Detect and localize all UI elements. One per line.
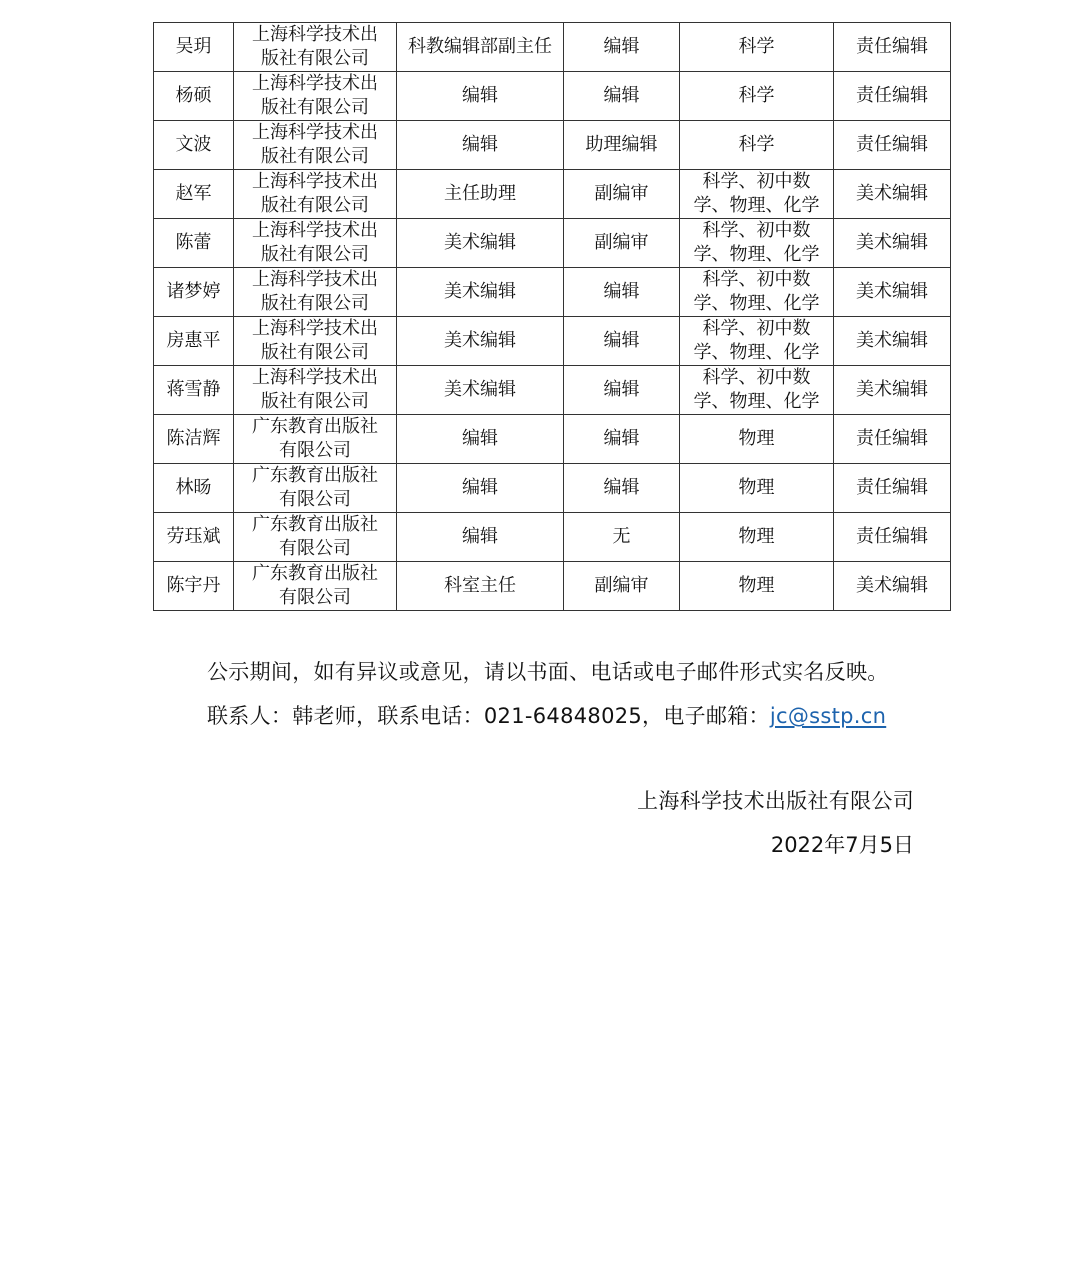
cell-title: 副编审 — [564, 562, 680, 611]
cell-name: 房惠平 — [154, 317, 234, 366]
cell-subject: 物理 — [680, 415, 834, 464]
cell-name: 陈洁辉 — [154, 415, 234, 464]
cell-name: 文波 — [154, 121, 234, 170]
cell-name: 蒋雪静 — [154, 366, 234, 415]
table-row — [154, 219, 951, 268]
cell-unit: 上海科学技术出 版社有限公司 — [234, 72, 397, 121]
cell-role: 美术编辑 — [834, 268, 951, 317]
contact-info: 联系人：韩老师，联系电话：021-64848025，电子邮箱： — [207, 704, 770, 728]
cell-title: 编辑 — [564, 23, 680, 72]
cell-name: 劳珏斌 — [154, 513, 234, 562]
cell-name: 杨硕 — [154, 72, 234, 121]
cell-name: 吴玥 — [154, 23, 234, 72]
cell-name: 诸梦婷 — [154, 268, 234, 317]
signature-organization: 上海科学技术出版社有限公司 — [637, 789, 914, 813]
cell-name: 赵军 — [154, 170, 234, 219]
email-link[interactable]: jc@sstp.cn — [769, 704, 887, 728]
cell-role: 责任编辑 — [834, 23, 951, 72]
cell-title: 无 — [564, 513, 680, 562]
cell-unit: 广东教育出版社 有限公司 — [234, 464, 397, 513]
cell-role: 美术编辑 — [834, 170, 951, 219]
cell-role: 责任编辑 — [834, 415, 951, 464]
cell-subject: 物理 — [680, 464, 834, 513]
cell-subject: 科学、初中数 学、物理、化学 — [680, 317, 834, 366]
cell-title: 编辑 — [564, 317, 680, 366]
notice-text: 公示期间，如有异议或意见，请以书面、电话或电子邮件形式实名反映。 — [207, 660, 889, 684]
cell-position: 美术编辑 — [397, 268, 564, 317]
cell-subject: 科学 — [680, 23, 834, 72]
cell-position: 主任助理 — [397, 170, 564, 219]
cell-position: 编辑 — [397, 72, 564, 121]
table-row — [154, 366, 951, 415]
cell-position: 编辑 — [397, 121, 564, 170]
cell-title: 助理编辑 — [564, 121, 680, 170]
cell-position: 美术编辑 — [397, 317, 564, 366]
cell-subject: 物理 — [680, 562, 834, 611]
cell-title: 编辑 — [564, 72, 680, 121]
cell-unit: 上海科学技术出 版社有限公司 — [234, 121, 397, 170]
cell-unit: 上海科学技术出 版社有限公司 — [234, 268, 397, 317]
cell-subject: 科学、初中数 学、物理、化学 — [680, 170, 834, 219]
cell-role: 美术编辑 — [834, 317, 951, 366]
cell-subject: 科学、初中数 学、物理、化学 — [680, 366, 834, 415]
table-row — [154, 23, 951, 72]
cell-unit: 上海科学技术出 版社有限公司 — [234, 317, 397, 366]
cell-title: 副编审 — [564, 219, 680, 268]
cell-subject: 物理 — [680, 513, 834, 562]
cell-position: 美术编辑 — [397, 219, 564, 268]
cell-name: 陈宇丹 — [154, 562, 234, 611]
table-row — [154, 562, 951, 611]
table-row — [154, 121, 951, 170]
staff-table-body — [154, 23, 951, 611]
staff-table — [153, 22, 951, 611]
cell-subject: 科学 — [680, 72, 834, 121]
cell-role: 责任编辑 — [834, 72, 951, 121]
cell-subject: 科学 — [680, 121, 834, 170]
cell-unit: 广东教育出版社 有限公司 — [234, 415, 397, 464]
cell-position: 编辑 — [397, 415, 564, 464]
cell-title: 编辑 — [564, 464, 680, 513]
table-row — [154, 513, 951, 562]
table-row — [154, 464, 951, 513]
table-row — [154, 317, 951, 366]
cell-role: 美术编辑 — [834, 562, 951, 611]
cell-unit: 上海科学技术出 版社有限公司 — [234, 170, 397, 219]
cell-title: 编辑 — [564, 366, 680, 415]
cell-unit: 广东教育出版社 有限公司 — [234, 562, 397, 611]
cell-unit: 上海科学技术出 版社有限公司 — [234, 366, 397, 415]
cell-title: 编辑 — [564, 268, 680, 317]
cell-subject: 科学、初中数 学、物理、化学 — [680, 219, 834, 268]
cell-title: 编辑 — [564, 415, 680, 464]
cell-position: 美术编辑 — [397, 366, 564, 415]
cell-role: 美术编辑 — [834, 366, 951, 415]
cell-title: 副编审 — [564, 170, 680, 219]
cell-position: 编辑 — [397, 513, 564, 562]
cell-name: 陈蕾 — [154, 219, 234, 268]
cell-position: 科室主任 — [397, 562, 564, 611]
table-row — [154, 415, 951, 464]
cell-role: 美术编辑 — [834, 219, 951, 268]
cell-unit: 广东教育出版社 有限公司 — [234, 513, 397, 562]
table-row — [154, 72, 951, 121]
contact-line — [207, 702, 886, 730]
table-row — [154, 170, 951, 219]
table-row — [154, 268, 951, 317]
cell-name: 林旸 — [154, 464, 234, 513]
cell-role: 责任编辑 — [834, 121, 951, 170]
cell-role: 责任编辑 — [834, 464, 951, 513]
cell-position: 编辑 — [397, 464, 564, 513]
cell-unit: 上海科学技术出 版社有限公司 — [234, 23, 397, 72]
cell-position: 科教编辑部副主任 — [397, 23, 564, 72]
signature-date: 2022年7月5日 — [770, 833, 914, 857]
cell-unit: 上海科学技术出 版社有限公司 — [234, 219, 397, 268]
cell-subject: 科学、初中数 学、物理、化学 — [680, 268, 834, 317]
cell-role: 责任编辑 — [834, 513, 951, 562]
